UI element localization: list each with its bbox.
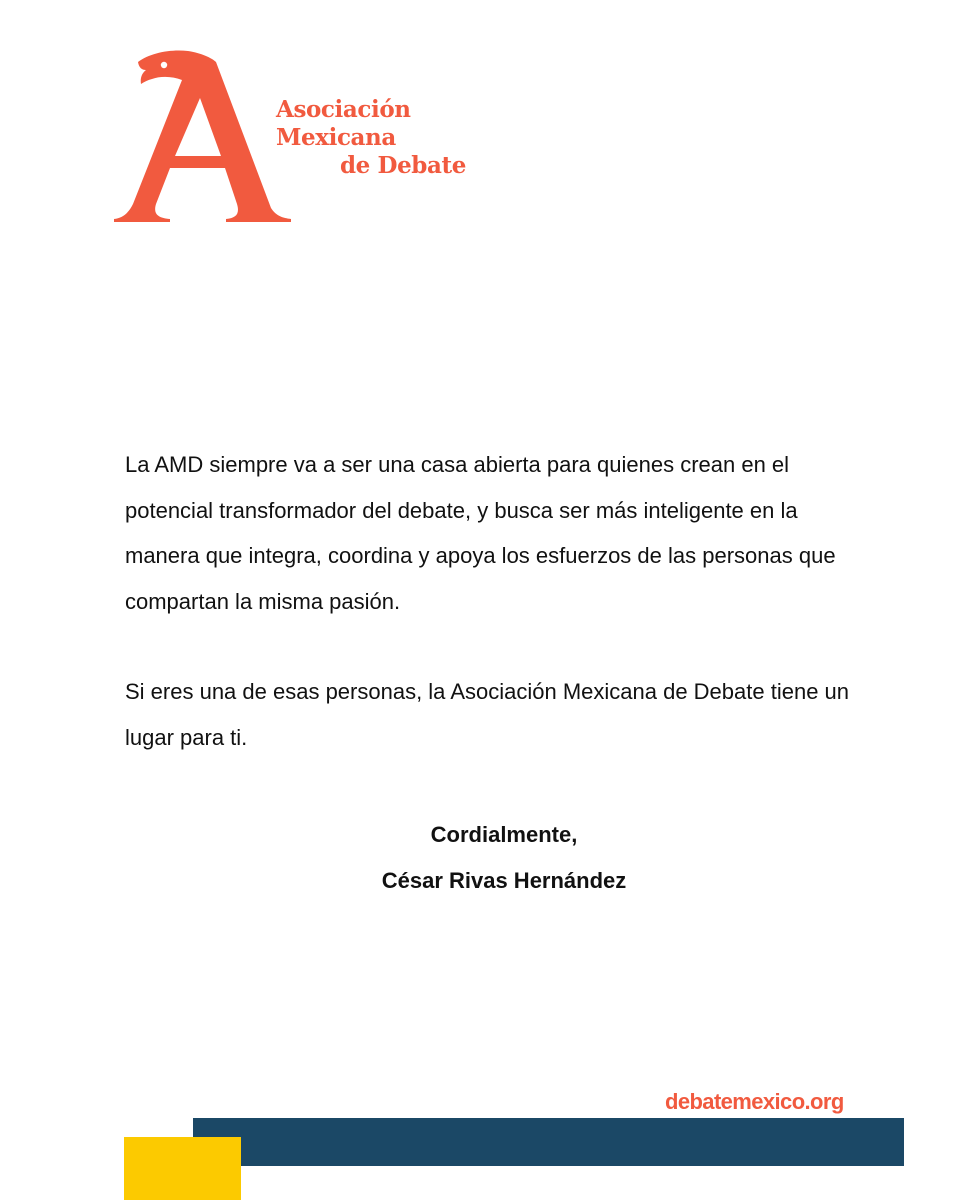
organization-name-line1: Asociación Mexicana xyxy=(276,96,411,151)
letter-body xyxy=(125,442,855,760)
paragraph-1: La AMD siempre va a ser una casa abierta para quienes crean en el potencial transformador del debate, y busca ser más inteligente en la manera que integra, coordina y apoya los esfuerzos de las personas que compartan la misma pasión. xyxy=(125,452,836,614)
letter-closing xyxy=(0,812,960,904)
signature-name: César Rivas Hernández xyxy=(381,868,627,893)
organization-name-line2: de Debate xyxy=(340,152,466,179)
footer-yellow-block xyxy=(124,1137,241,1200)
website-link[interactable]: debatemexico.org xyxy=(665,1089,844,1114)
organization-name xyxy=(276,96,536,180)
closing-salutation: Cordialmente, xyxy=(430,822,578,847)
footer-navy-bar xyxy=(193,1118,904,1166)
eagle-letter-a-logo xyxy=(108,48,298,228)
paragraph-2: Si eres una de esas personas, la Asociación Mexicana de Debate tiene un lugar para ti. xyxy=(125,679,850,750)
